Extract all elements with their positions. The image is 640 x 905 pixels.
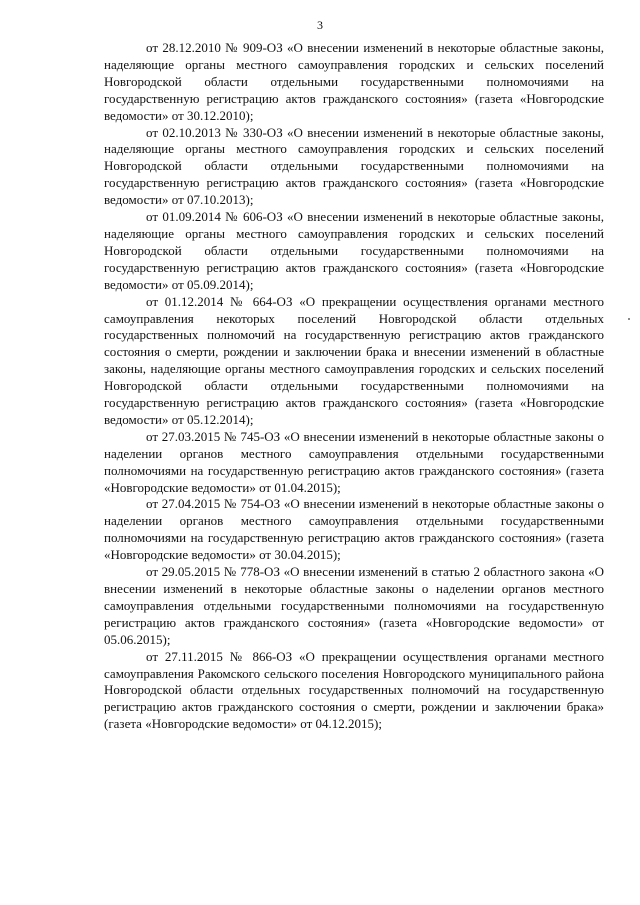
law-entry-paragraph: от 27.04.2015 № 754-ОЗ «О внесении изменений в некоторые областные законы о наделении органов местного самоуправления отдельными государственными полномочиями на государственную регистрацию актов гражданского состояния» (газета «Новгородские ведомости» от 30.04.2015); [104, 496, 604, 563]
law-entry-paragraph: от 01.12.2014 № 664-ОЗ «О прекращении осуществления органами местного самоуправления некоторых поселений Новгородской области отдельных государственных полномочий на государственную регистрацию актов гражданского состояния о смерти, рождении и заключении брака и внесении изменений в областные законы, наделяющие органы местного самоуправления городских и сельских поселений Новгородской области отдельными государственными полномочиями на государственную регистрацию актов гражданского состояния» (газета «Новгородские ведомости» от 05.12.2014); [104, 293, 604, 427]
law-entry-paragraph: от 29.05.2015 № 778-ОЗ «О внесении изменений в статью 2 областного закона «О внесении изменений в некоторые областные законы о наделении органов местного самоуправления отдельными государственными полномочиями на государственную регистрацию актов гражданского состояния» (газета «Новгородские ведомости» от 05.06.2015); [104, 564, 604, 647]
document-body [104, 40, 604, 733]
law-entry-paragraph: от 27.03.2015 № 745-ОЗ «О внесении изменений в некоторые областные законы о наделении органов местного самоуправления отдельными государственными полномочиями на государственную регистрацию актов гражданского состояния» (газета «Новгородские ведомости» от 01.04.2015); [104, 428, 604, 495]
page-number: 3 [317, 18, 323, 32]
law-entry-paragraph: от 01.09.2014 № 606-ОЗ «О внесении изменений в некоторые областные законы, наделяющие органы местного самоуправления городских и сельских поселений Новгородской области отдельными государственными полномочиями на государственную регистрацию актов гражданского состояния» (газета «Новгородские ведомости» от 05.09.2014); [104, 209, 604, 292]
scan-speck [628, 318, 630, 320]
law-entry-paragraph: от 02.10.2013 № 330-ОЗ «О внесении изменений в некоторые областные законы, наделяющие органы местного самоуправления городских и сельских поселений Новгородской области отдельными государственными полномочиями на государственную регистрацию актов гражданского состояния» (газета «Новгородские ведомости» от 07.10.2013); [104, 124, 604, 208]
law-entry-paragraph: от 27.11.2015 № 866-ОЗ «О прекращении осуществления органами местного самоуправления Ракомского сельского поселения Новгородского муниципального района Новгородской области отдельных государственных полномочий на государственную регистрацию актов гражданского состояния о смерти, рождении и заключении брака» (газета «Новгородские ведомости» от 04.12.2015); [104, 648, 604, 732]
law-entry-paragraph: от 28.12.2010 № 909-ОЗ «О внесении изменений в некоторые областные законы, наделяющие органы местного самоуправления городских и сельских поселений Новгородской области отдельными государственными полномочиями на государственную регистрацию актов гражданского состояния» (газета «Новгородские ведомости» от 30.12.2010); [104, 40, 604, 123]
